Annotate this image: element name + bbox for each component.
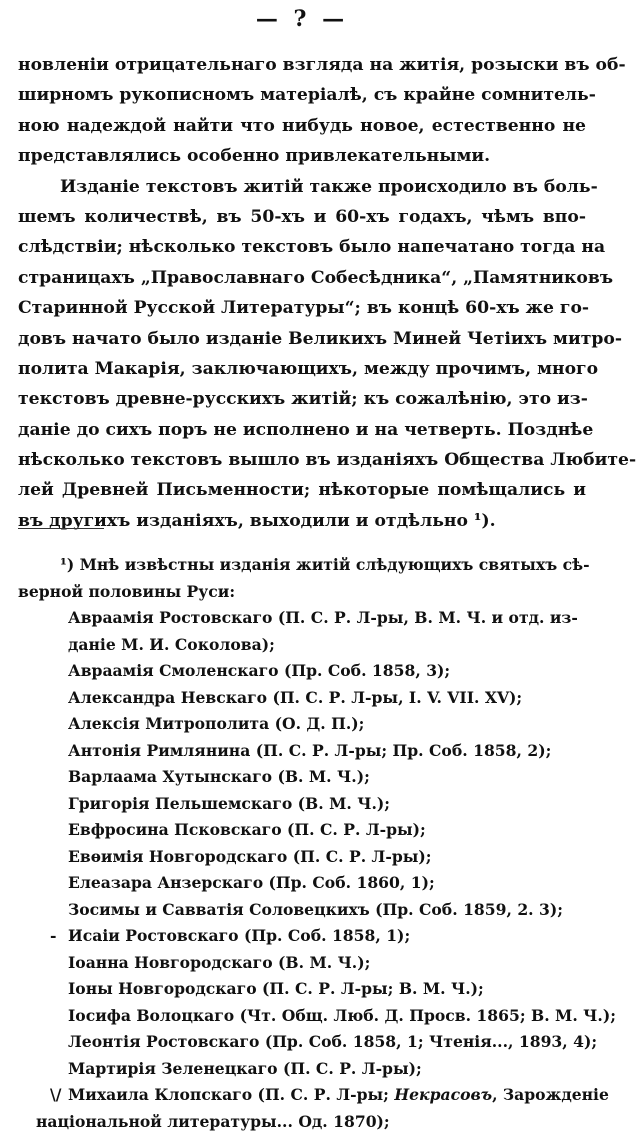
margin-mark: - [50,923,56,950]
footnote-divider [18,528,104,529]
footnote-entry: Іоанна Новгородскаго (В. М. Ч.); [18,950,586,977]
footnote-entry: Варлаама Хутынскаго (В. М. Ч.); [18,764,586,791]
text-line: въ другихъ изданіяхъ, выходили и отдѣльно ¹). [18,506,586,536]
footnote-entry: національной литературы... Од. 1870); [18,1109,586,1135]
main-text [18,50,586,536]
text-line: Изданіе текстовъ житій также происходило въ боль- [18,172,586,202]
footnote-entry: Григорія Пельшемскаго (В. М. Ч.); [18,791,586,818]
footnote-entry: Мартирія Зеленецкаго (П. С. Р. Л-ры); [18,1056,586,1083]
footnote-entry: Алексія Митрополита (О. Д. П.); [18,711,586,738]
page-number: — ? — [0,6,604,32]
footnote-entry: Евфросина Псковскаго (П. С. Р. Л-ры); [18,817,586,844]
footnote-intro: верной половины Руси: [18,579,586,606]
footnote-entry: Авраамія Смоленскаго (Пр. Соб. 1858, 3); [18,658,586,685]
text-line: ною надеждой найти что нибудь новое, естественно не [18,111,586,141]
footnote-entry: Евѳимія Новгородскаго (П. С. Р. Л-ры); [18,844,586,871]
text-line: текстовъ древне-русскихъ житій; къ сожалѣнію, это из- [18,384,586,414]
footnote-entry [18,923,586,950]
footnote-entry [18,1082,586,1109]
footnote-entry-text: Исаіи Ростовскаго (Пр. Соб. 1858, 1); [68,926,410,945]
footnote-entry: Александра Невскаго (П. С. Р. Л-ры, I. V. VII. XV); [18,685,586,712]
text-line: страницахъ „Православнаго Собесѣдника“, „Памятниковъ [18,263,586,293]
text-line: лей Древней Письменности; нѣкоторые помѣщались и [18,475,586,505]
text-line: слѣдствіи; нѣсколько текстовъ было напечатано тогда на [18,232,586,262]
footnote-intro: ¹) Мнѣ извѣстны изданія житій слѣдующихъ святыхъ сѣ- [18,552,586,579]
text-line: шемъ количествѣ, въ 50-хъ и 60-хъ годахъ, чѣмъ впо- [18,202,586,232]
footnote-entry-italic: Некрасовъ [394,1085,492,1104]
text-line: довъ начато было изданіе Великихъ Миней Четіихъ митро- [18,324,586,354]
text-line: представлялись особенно привлекательными. [18,141,586,171]
footnote [18,552,586,1135]
text-line: полита Макарія, заключающихъ, между прочимъ, много [18,354,586,384]
text-line: новленіи отрицательнаго взгляда на житія, розыски въ об- [18,50,586,80]
footnote-entry-text: , Зарожденіе [492,1085,609,1104]
text-line: нѣсколько текстовъ вышло въ изданіяхъ Общества Любите- [18,445,586,475]
footnote-entry: Елеазара Анзерскаго (Пр. Соб. 1860, 1); [18,870,586,897]
paragraph-1 [18,50,586,172]
footnote-entry-text: Михаила Клопскаго (П. С. Р. Л-ры; [68,1085,394,1104]
footnote-entry: Іосифа Волоцкаго (Чт. Общ. Люб. Д. Просв. 1865; В. М. Ч.); [18,1003,586,1030]
text-line: даніе до сихъ поръ не исполнено и на четверть. Позднѣе [18,415,586,445]
footnote-entry: Антонія Римлянина (П. С. Р. Л-ры; Пр. Соб. 1858, 2); [18,738,586,765]
margin-mark: \/ [50,1082,61,1109]
footnote-entry: Зосимы и Савватія Соловецкихъ (Пр. Соб. 1859, 2. 3); [18,897,586,924]
footnote-entry: Леонтія Ростовскаго (Пр. Соб. 1858, 1; Чтенія..., 1893, 4); [18,1029,586,1056]
footnote-entry: Авраамія Ростовскаго (П. С. Р. Л-ры, В. М. Ч. и отд. из- [18,605,586,632]
footnote-entry: Іоны Новгородскаго (П. С. Р. Л-ры; В. М. Ч.); [18,976,586,1003]
text-line: Старинной Русской Литературы“; въ концѣ 60-хъ же го- [18,293,586,323]
paragraph-2 [18,172,586,537]
footnote-entry: даніе М. И. Соколова); [18,632,586,659]
text-line: ширномъ рукописномъ матеріалѣ, съ крайне сомнитель- [18,80,586,110]
